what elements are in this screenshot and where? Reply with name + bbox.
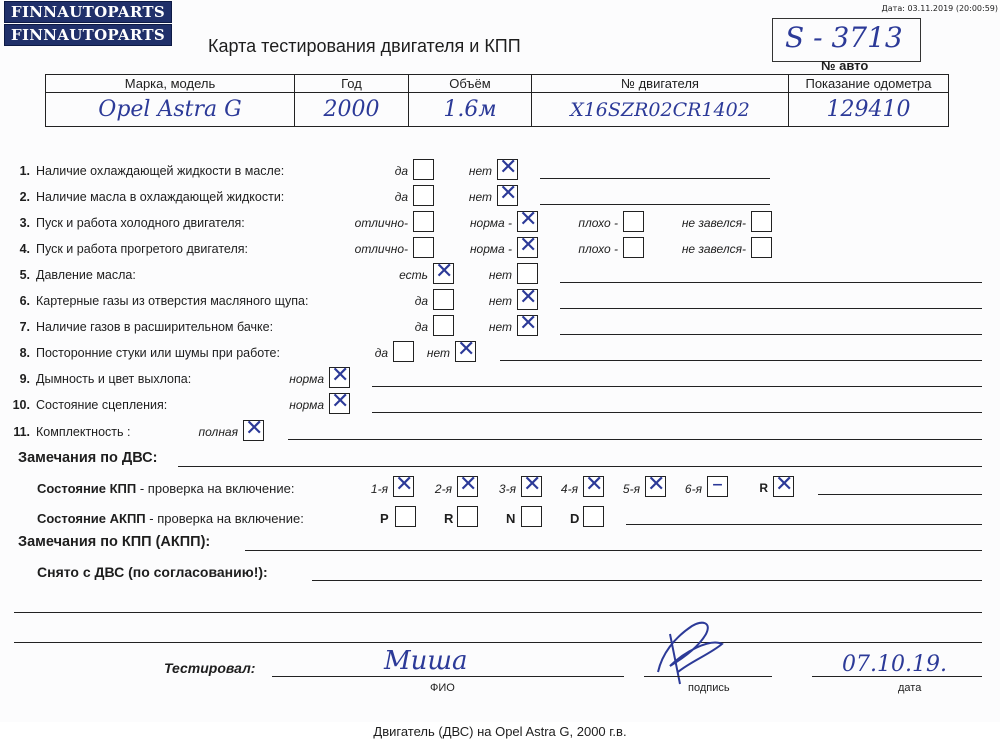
option-label: плохо - — [578, 216, 618, 230]
checkbox-q4-excellent[interactable] — [413, 237, 434, 258]
checkbox-q2-da[interactable] — [413, 185, 434, 206]
answer-line — [288, 439, 982, 440]
document-title: Карта тестирования двигателя и КПП — [208, 36, 521, 56]
checkbox-q6-da[interactable] — [433, 289, 454, 310]
removed-line — [312, 580, 982, 581]
check-mark: ✕ — [647, 472, 666, 497]
option-label: отлично- — [354, 242, 408, 256]
check-mark: ✕ — [775, 472, 794, 497]
signature-image — [640, 614, 730, 690]
question-7: 7. Наличие газов в расширительном бачке: — [19, 320, 274, 334]
removed-label: Снято с ДВС (по согласованию!): — [37, 564, 268, 580]
checkbox-q6-net[interactable] — [517, 285, 538, 310]
option-label: отлично- — [354, 216, 408, 230]
question-10: 10. Состояние сцепления: — [12, 398, 168, 412]
check-mark: ✕ — [459, 472, 478, 497]
signature-label: подпись — [688, 682, 730, 694]
checkbox-q3-normal[interactable] — [517, 207, 538, 232]
checkbox-q4-normal[interactable] — [517, 233, 538, 258]
column-header-engine-number: № двигателя — [532, 75, 789, 93]
make-model-value: Opel Astra G — [46, 93, 295, 127]
checkbox-gear-4[interactable] — [583, 472, 604, 497]
remarks-kpp-line — [245, 550, 982, 551]
checkbox-gear-3[interactable] — [521, 472, 542, 497]
answer-line — [372, 386, 982, 387]
question-8: 8. Посторонние стуки или шумы при работе: — [19, 346, 280, 360]
kpp-label: Состояние КПП - проверка на включение: — [37, 481, 295, 496]
option-label: не завелся- — [681, 216, 746, 230]
checkbox-q5-yes[interactable] — [433, 259, 454, 284]
date-value: 07.10.19. — [842, 652, 947, 677]
question-3: 3. Пуск и работа холодного двигателя: — [19, 216, 245, 230]
option-label: да — [374, 346, 388, 360]
dash-mark: – — [712, 472, 723, 497]
akpp-position-label: D — [570, 511, 580, 526]
check-mark: ✕ — [395, 472, 414, 497]
akpp-position-label: R — [444, 511, 454, 526]
answer-line — [372, 412, 982, 413]
checkbox-q1-da[interactable] — [413, 159, 434, 180]
checkbox-gear-6[interactable] — [707, 472, 728, 497]
question-9: 9. Дымность и цвет выхлопа: — [19, 372, 192, 386]
option-label: да — [414, 294, 428, 308]
column-header-odometer: Показание одометра — [789, 75, 949, 93]
checkbox-gear-r[interactable] — [773, 472, 794, 497]
akpp-line — [626, 524, 982, 525]
gear-label: R — [759, 481, 768, 495]
date-label: дата — [898, 682, 922, 694]
checkbox-q5-no[interactable] — [517, 263, 538, 284]
odometer-value: 129410 — [789, 93, 949, 127]
checkbox-akpp-p[interactable] — [395, 506, 416, 527]
checkbox-gear-1[interactable] — [393, 472, 414, 497]
check-mark: ✕ — [523, 472, 542, 497]
answer-line — [560, 308, 982, 309]
gear-label: 2-я — [434, 482, 452, 496]
vehicle-info-value-row — [46, 93, 949, 127]
option-label: норма - — [469, 242, 512, 256]
tester-name: Миша — [384, 646, 468, 676]
option-label: норма — [289, 372, 324, 386]
option-label: нет — [426, 346, 450, 360]
gear-label: 6-я — [684, 482, 702, 496]
image-caption: Двигатель (ДВС) на Opel Astra G, 2000 г.в. — [373, 724, 627, 739]
remarks-engine-line — [178, 466, 982, 467]
checkbox-akpp-r[interactable] — [457, 506, 478, 527]
auto-number-value: S - 3713 — [785, 21, 903, 54]
option-label: нет — [468, 190, 492, 204]
check-mark: ✕ — [519, 285, 538, 310]
auto-number-label: № авто — [821, 58, 869, 73]
check-mark: ✕ — [519, 207, 538, 232]
question-5: 5. Давление масла: — [19, 268, 136, 282]
checkbox-q1-net[interactable] — [497, 155, 518, 180]
check-mark: ✕ — [331, 389, 350, 414]
answer-line — [540, 178, 770, 179]
remarks-kpp-label: Замечания по КПП (АКПП): — [18, 534, 211, 550]
answer-line — [540, 204, 770, 205]
checkbox-q7-da[interactable] — [433, 315, 454, 336]
akpp-label: Состояние АКПП - проверка на включение: — [37, 511, 304, 526]
question-4: 4. Пуск и работа прогретого двигателя: — [19, 242, 248, 256]
check-mark: ✕ — [499, 181, 518, 206]
checkbox-q3-excellent[interactable] — [413, 211, 434, 232]
option-label: норма - — [469, 216, 512, 230]
option-label: нет — [488, 268, 512, 282]
checkbox-q4-bad[interactable] — [623, 237, 644, 258]
column-header-volume: Объём — [409, 75, 532, 93]
option-label: норма — [289, 398, 324, 412]
tested-by-label: Тестировал: — [164, 660, 256, 676]
column-header-make-model: Марка, модель — [46, 75, 295, 93]
vehicle-info-table — [45, 74, 949, 127]
option-label: да — [394, 164, 408, 178]
check-mark: ✕ — [457, 337, 476, 362]
answer-line — [500, 360, 982, 361]
question-2: 2. Наличие масла в охлаждающей жидкости: — [19, 190, 285, 204]
vehicle-info-header-row — [46, 75, 949, 93]
auto-number-box — [772, 18, 921, 62]
checkbox-akpp-n[interactable] — [521, 506, 542, 527]
question-1: 1. Наличие охлаждающей жидкости в масле: — [19, 164, 285, 178]
column-header-year: Год — [295, 75, 409, 93]
checkbox-gear-5[interactable] — [645, 472, 666, 497]
checkbox-q11-complete[interactable] — [243, 416, 264, 441]
volume-value: 1.6м — [409, 93, 532, 127]
checkbox-q10-normal[interactable] — [329, 389, 350, 414]
check-mark: ✕ — [585, 472, 604, 497]
answer-line — [560, 334, 982, 335]
option-label: не завелся- — [681, 242, 746, 256]
checkbox-q3-no-start[interactable] — [751, 211, 772, 232]
year-value: 2000 — [295, 93, 409, 127]
option-label: нет — [488, 320, 512, 334]
check-mark: ✕ — [519, 233, 538, 258]
check-mark: ✕ — [519, 311, 538, 336]
date-stamp: Дата: 03.11.2019 (20:00:59) — [881, 4, 998, 13]
brand-logo-secondary: FINNAUTOPARTS — [4, 24, 172, 46]
gear-label: 5-я — [622, 482, 640, 496]
kpp-line — [818, 494, 982, 495]
gear-label: 4-я — [560, 482, 578, 496]
check-mark: ✕ — [245, 416, 264, 441]
blank-line — [14, 612, 982, 613]
question-6: 6. Картерные газы из отверстия масляного щупа: — [19, 294, 309, 308]
blank-line — [14, 642, 982, 643]
option-label: полная — [198, 425, 238, 439]
signature-line — [644, 676, 772, 677]
checkbox-gear-2[interactable] — [457, 472, 478, 497]
option-label: да — [414, 320, 428, 334]
check-mark: ✕ — [331, 363, 350, 388]
checkbox-akpp-d[interactable] — [583, 506, 604, 527]
checkbox-q9-normal[interactable] — [329, 363, 350, 388]
checkbox-q2-net[interactable] — [497, 181, 518, 206]
fio-label: ФИО — [430, 682, 455, 694]
option-label: нет — [488, 294, 512, 308]
answer-line — [560, 282, 982, 283]
option-label: да — [394, 190, 408, 204]
option-label: плохо - — [578, 242, 618, 256]
checkbox-q8-net[interactable] — [455, 337, 476, 362]
question-11: 11. Комплектность : — [13, 425, 131, 439]
remarks-engine-label: Замечания по ДВС: — [18, 450, 158, 466]
check-mark: ✕ — [499, 155, 518, 180]
brand-logo: FINNAUTOPARTS — [4, 1, 172, 23]
gear-label: 3-я — [498, 482, 516, 496]
checkbox-q3-bad[interactable] — [623, 211, 644, 232]
engine-number-value: X16SZR02CR1402 — [532, 93, 789, 127]
option-label: есть — [399, 268, 428, 282]
akpp-position-label: P — [380, 511, 389, 526]
akpp-position-label: N — [506, 511, 516, 526]
checkbox-q7-net[interactable] — [517, 311, 538, 336]
date-line — [812, 676, 982, 677]
gear-label: 1-я — [370, 482, 388, 496]
checkbox-q4-no-start[interactable] — [751, 237, 772, 258]
check-mark: ✕ — [435, 259, 454, 284]
option-label: нет — [468, 164, 492, 178]
tester-line — [272, 676, 624, 677]
